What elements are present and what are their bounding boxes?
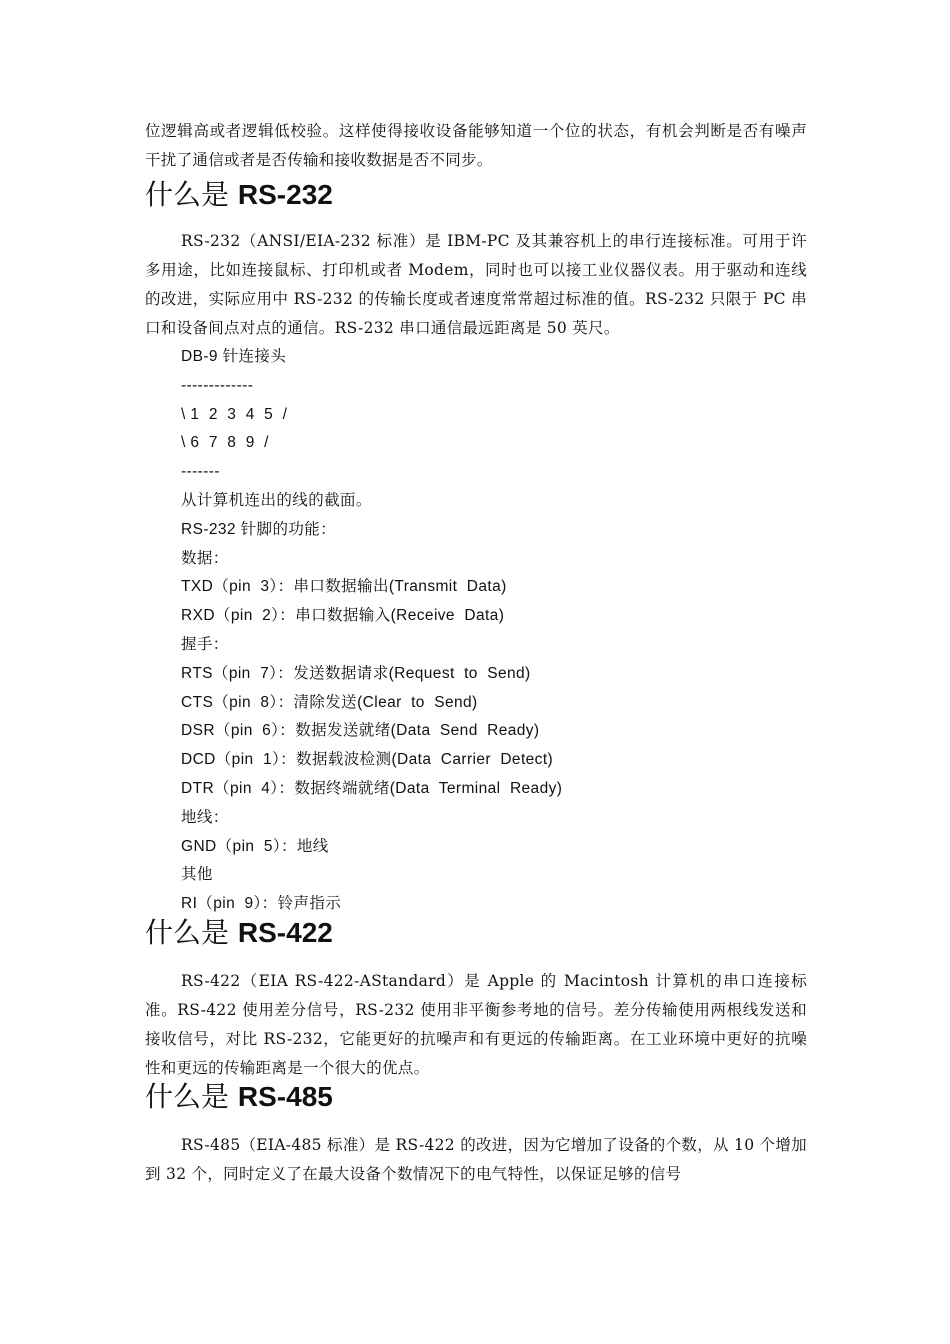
heading-rs422: [145, 915, 807, 951]
list-item: \ 6 7 8 9 /: [181, 434, 269, 452]
rs485-paragraph: RS-485（EIA-485 标准）是 RS-422 的改进，因为它增加了设备的个数，从 10 个增加到 32 个，同时定义了在最大设备个数情况下的电气特性，以保证足够的信号: [145, 1135, 807, 1183]
list-item: RS-232 针脚的功能：: [181, 520, 337, 538]
heading-rs485: [145, 1079, 807, 1115]
heading-title: RS-232: [237, 179, 333, 210]
list-item: -------------: [181, 376, 254, 394]
list-item: \ 1 2 3 4 5 /: [181, 405, 288, 423]
heading-title: RS-422: [237, 916, 333, 948]
heading-title: RS-485: [237, 1080, 333, 1112]
list-item: RXD（pin 2）：串口数据输入(Receive Data): [181, 607, 505, 625]
list-item: DSR（pin 6）：数据发送就绪(Data Send Ready): [181, 722, 540, 740]
list-item: RI（pin 9）：铃声指示: [181, 895, 342, 913]
list-item: CTS（pin 8）：清除发送(Clear to Send): [181, 693, 478, 711]
list-item: 其他: [181, 866, 213, 884]
list-item: DTR（pin 4）：数据终端就绪(Data Terminal Ready): [181, 779, 563, 797]
intro-paragraph: 位逻辑高或者逻辑低校验。这样使得接收设备能够知道一个位的状态，有机会判断是否有噪声干扰了通信或者是否传输和接收数据是否不同步。: [145, 122, 807, 169]
heading-rs232: [145, 177, 807, 213]
list-item: RTS（pin 7）：发送数据请求(Request to Send): [181, 664, 531, 682]
heading-prefix: 什么是: [145, 178, 238, 211]
list-item: -------: [181, 463, 220, 481]
list-item: DB-9 针连接头: [181, 348, 287, 365]
list-item: DCD（pin 1）：数据载波检测(Data Carrier Detect): [181, 751, 554, 769]
list-item: 从计算机连出的线的截面。: [181, 491, 372, 509]
rs232-pin-list: [145, 343, 807, 919]
list-item: 地线：: [181, 808, 229, 826]
heading-prefix: 什么是: [145, 1079, 238, 1113]
list-item: GND（pin 5）：地线: [181, 837, 329, 855]
rs422-paragraph: RS-422（EIA RS-422-AStandard）是 Apple 的 Macintosh 计算机的串口连接标准。RS-422 使用差分信号，RS-232 使用非平衡参考地的信号。差分传输使用两根线发送和接收信号，对比 RS-232，它能更好的抗噪声和有更远的传输距离。在工业环境中更好的抗噪性和更远的传输距离是一个很大的优点。: [145, 971, 807, 1077]
document-content: [145, 117, 807, 1189]
rs232-paragraph: RS-232（ANSI/EIA-232 标准）是 IBM-PC 及其兼容机上的串行连接标准。可用于许多用途，比如连接鼠标、打印机或者 Modem，同时也可以接工业仪器仪表。用于驱动和连线的改进，实际应用中 RS-232 的传输长度或者速度常常超过标准的值。RS-232 只限于 PC 串口和设备间点对点的通信。RS-232 串口通信最远距离是 50 英尺。: [145, 232, 807, 337]
list-item: 握手：: [181, 635, 229, 653]
list-item: TXD（pin 3）：串口数据输出(Transmit Data): [181, 578, 507, 596]
list-item: 数据：: [181, 549, 229, 567]
heading-prefix: 什么是: [145, 915, 238, 949]
